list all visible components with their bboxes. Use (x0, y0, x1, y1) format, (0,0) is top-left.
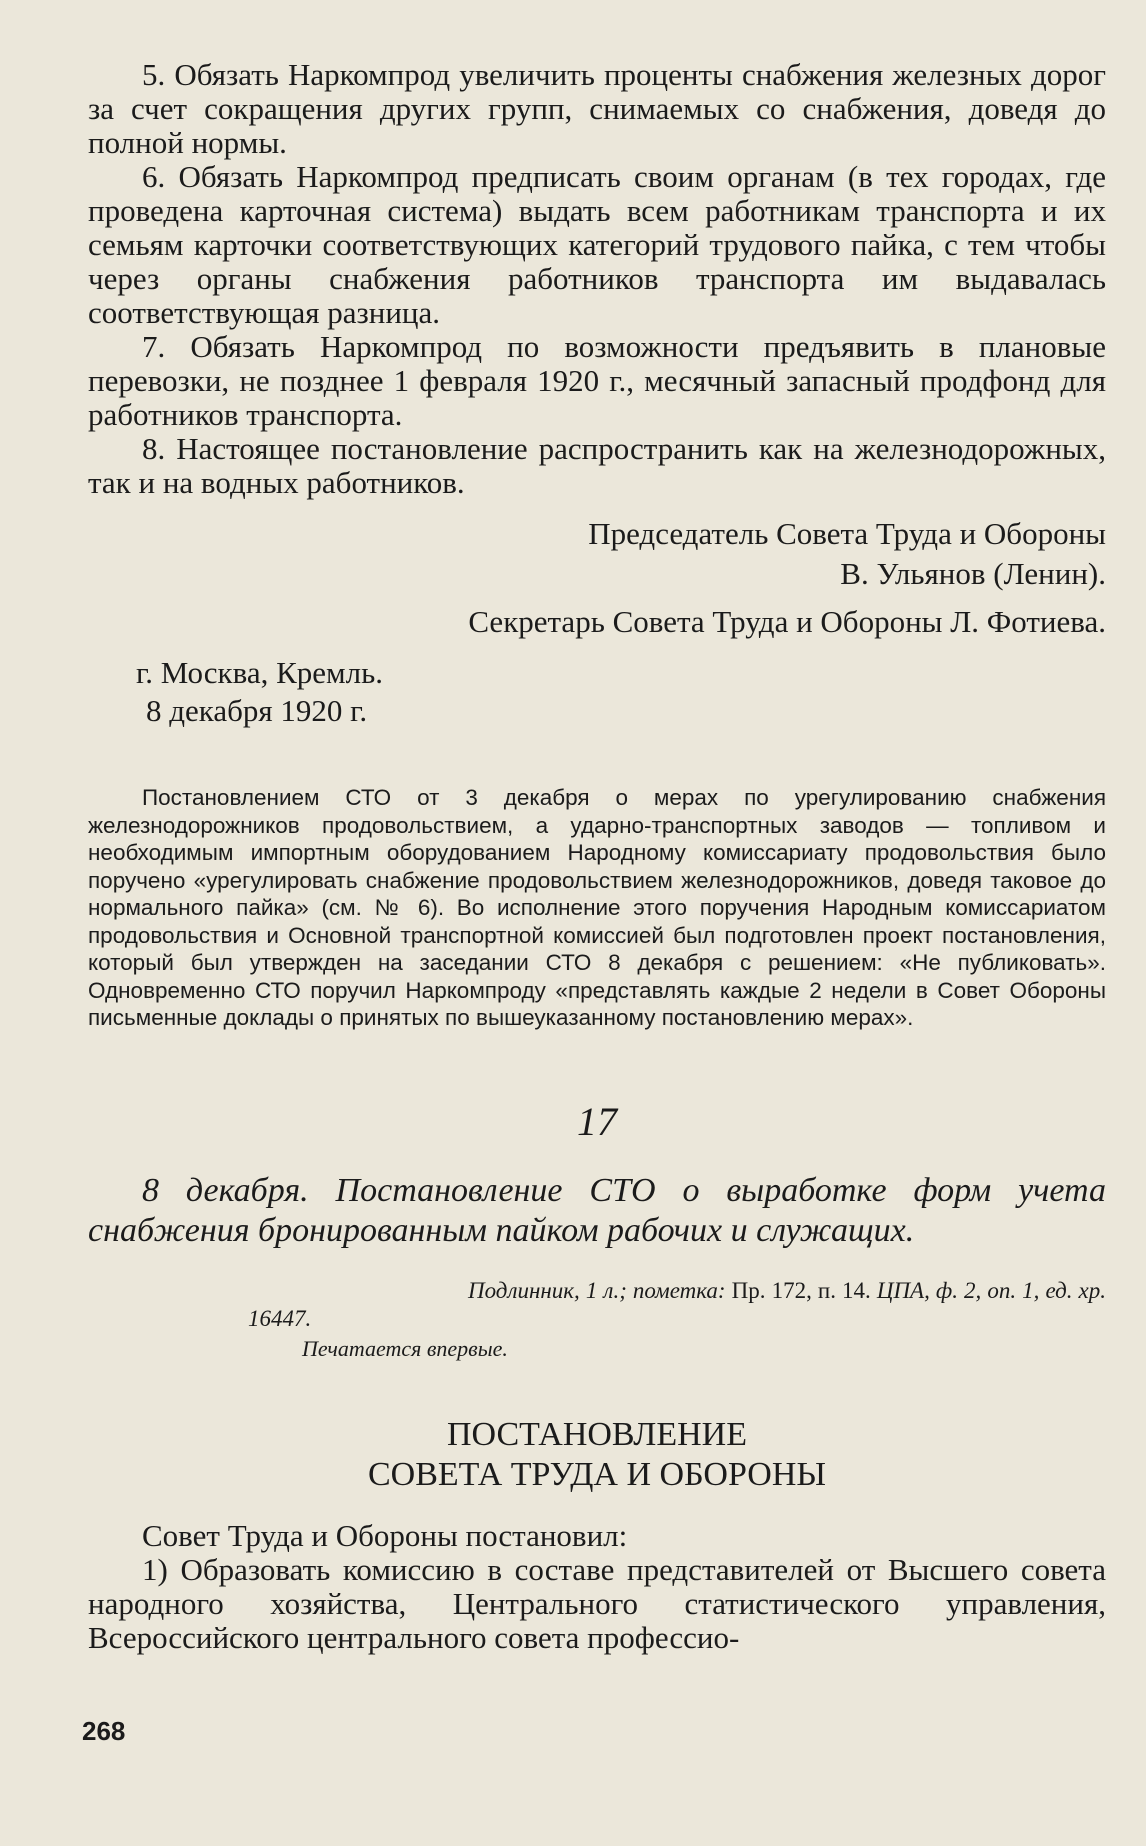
document-number: 17 (577, 1098, 617, 1144)
signature-date: 8 декабря 1920 г. (146, 693, 368, 728)
source-archive: ЦПА, ф. 2, оп. 1, ед. хр. 16447. (248, 1277, 1107, 1331)
printed-note: Печатается впервые. (302, 1335, 508, 1361)
decree-heading-line1: ПОСТАНОВЛЕНИЕ (446, 1415, 748, 1453)
source-reference (248, 1277, 1106, 1333)
signature-place-date (136, 654, 1106, 730)
source-shelf: Пр. 172, п. 14. (731, 1277, 871, 1303)
document-title: 8 декабря. Постановление СТО о выработке форм учета снабжения бронированным пайком рабочих и служащих. (88, 1171, 1106, 1249)
paragraph-item-6: 6. Обязать Наркомпрод предписать своим органам (в тех городах, где проведена карточная система) выдать всем работникам транспорта и их семьям карточки соответствующих категорий трудового пайка, с тем чтобы через органы снабжения работников транспорта им выдавалась соответствующая разница. (88, 159, 1106, 330)
paragraph-item-8: 8. Настоящее постановление распространить как на железнодорожных, так и на водных работников. (88, 431, 1106, 500)
source-prefix: Подлинник, 1 л.; пометка: (468, 1277, 726, 1303)
paragraph-item-5: 5. Обязать Наркомпрод увеличить проценты снабжения железных дорог за счет сокращения других групп, снимаемых со снабжения, доведя до полной нормы. (88, 57, 1106, 160)
paragraph-item-7: 7. Обязать Наркомпрод по возможности предъявить в плановые перевозки, не позднее 1 февраля 1920 г., месячный запасный продфонд для работников транспорта. (88, 329, 1106, 432)
decree-intro: Совет Труда и Обороны постановил: (142, 1517, 628, 1553)
signature-secretary: Секретарь Совета Труда и Обороны Л. Фотиева. (468, 604, 1106, 639)
signature-chair-title: Председатель Совета Труда и Обороны (588, 516, 1106, 551)
decree-item-1: 1) Образовать комиссию в составе представителей от Высшего совета народного хозяйства, Центрального статистического управления, Всероссийского центрального совета профессио- (88, 1551, 1106, 1655)
decree-heading-line2: СОВЕТА ТРУДА И ОБОРОНЫ (367, 1455, 827, 1493)
editorial-note: Постановлением СТО от 3 декабря о мерах по урегулированию снабжения железнодорожников продовольствием, а ударно-транспортных заводов — топливом и необходимым импортным оборудованием Народному комиссариату продовольствия было поручено «урегулировать снабжение продовольствием железнодорожников, доведя таковое до нормального пайка» (см. № 6). Во исполнение этого поручения Народным комиссариатом продовольствия и Основной транспортной комиссией был подготовлен проект постановления, который был утвержден на заседании СТО 8 декабря с решением: «Не публиковать». Одновременно СТО поручил Наркомпроду «представлять каждые 2 недели в Совет Обороны письменные доклады о принятых по вышеуказанному постановлению мерах». (88, 785, 1106, 1030)
signature-place: г. Москва, Кремль. (136, 655, 384, 690)
page-number: 268 (82, 1716, 126, 1746)
signature-chair-name: В. Ульянов (Ленин). (840, 556, 1106, 591)
decree-heading (88, 1415, 1106, 1495)
